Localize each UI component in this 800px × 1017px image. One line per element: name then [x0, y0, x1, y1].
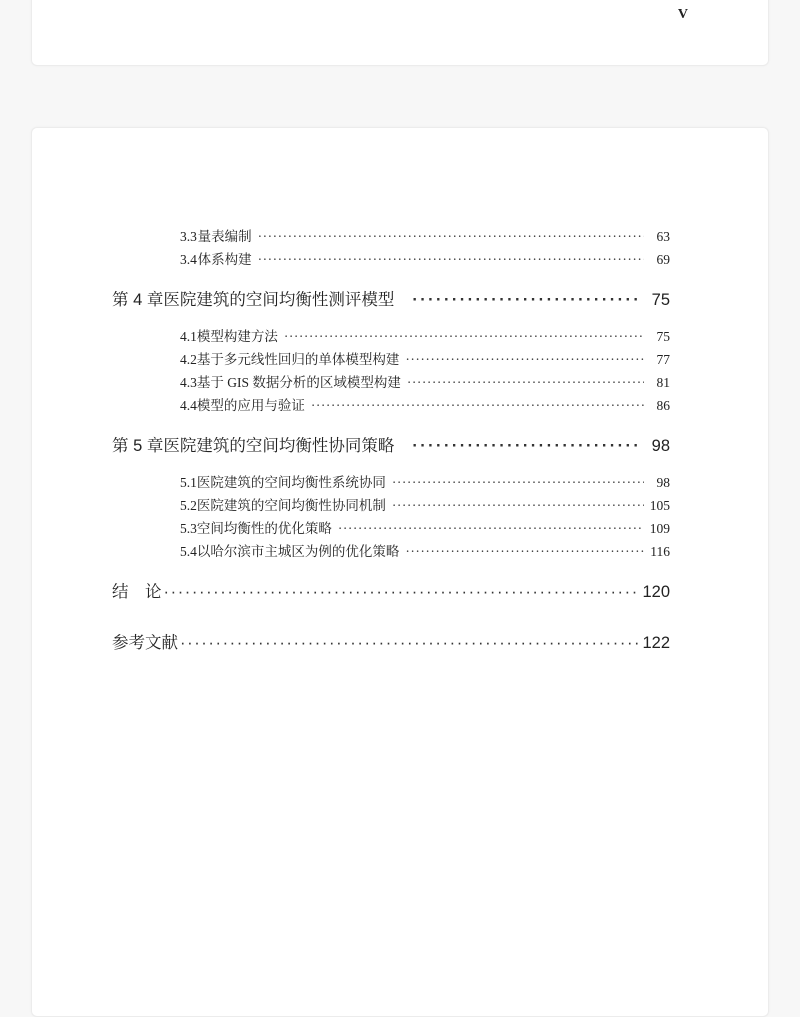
- toc-entry-3-3[interactable]: [112, 225, 670, 248]
- section-title: 体系构建: [197, 252, 252, 267]
- references-title: 参考文献: [112, 634, 178, 652]
- chapter-number: 第 4 章: [112, 291, 164, 309]
- toc-entry-5-3[interactable]: [112, 517, 670, 540]
- toc-page: [31, 127, 769, 1017]
- dot-leader: [392, 494, 644, 517]
- dot-leader: [311, 394, 644, 417]
- section-title: 以哈尔滨市主城区为例的优化策略: [196, 544, 400, 559]
- dot-leader: [405, 348, 644, 371]
- dot-leader: [407, 371, 644, 394]
- toc-entry-5-4[interactable]: [112, 540, 670, 563]
- section-number: 5.4: [180, 544, 197, 559]
- conclusion-title: 结 论: [112, 583, 162, 601]
- section-number: 3.4: [180, 252, 197, 267]
- section-title: 基于多元线性回归的单体模型构建: [196, 352, 400, 367]
- toc-entry-5-1[interactable]: [112, 471, 670, 494]
- chapter-title: 医院建筑的空间均衡性测评模型: [163, 291, 395, 309]
- dot-leader: [258, 225, 644, 248]
- previous-page: [31, 0, 769, 66]
- page-ref: 77: [656, 352, 670, 367]
- dot-leader: [412, 429, 640, 463]
- page-ref: 63: [656, 229, 670, 244]
- section-title: 基于 GIS 数据分析的区域模型构建: [196, 375, 401, 390]
- section-title: 医院建筑的空间均衡性协同机制: [196, 498, 386, 513]
- dot-leader: [284, 325, 644, 348]
- section-number: 5.3: [180, 521, 197, 536]
- dot-leader: [164, 575, 639, 609]
- page-ref: 116: [650, 544, 670, 559]
- section-title: 模型的应用与验证: [196, 398, 305, 413]
- dot-leader: [412, 283, 640, 317]
- table-of-contents: [112, 225, 670, 660]
- page-ref: 75: [651, 291, 670, 309]
- section-title: 医院建筑的空间均衡性系统协同: [196, 475, 386, 490]
- chapter-number: 第 5 章: [112, 437, 164, 455]
- section-number: 4.3: [180, 375, 197, 390]
- page-ref: 109: [649, 521, 670, 536]
- section-title: 模型构建方法: [196, 329, 278, 344]
- page-ref: 105: [649, 498, 670, 513]
- section-title: 空间均衡性的优化策略: [196, 521, 332, 536]
- toc-entry-5-2[interactable]: [112, 494, 670, 517]
- dot-leader: [405, 540, 644, 563]
- toc-conclusion[interactable]: [112, 575, 670, 609]
- toc-entry-4-4[interactable]: [112, 394, 670, 417]
- section-number: 5.2: [180, 498, 197, 513]
- page-ref: 98: [656, 475, 670, 490]
- section-number: 5.1: [180, 475, 197, 490]
- toc-chapter-5[interactable]: [112, 429, 670, 463]
- section-number: 3.3: [180, 229, 197, 244]
- section-title: 量表编制: [197, 229, 252, 244]
- dot-leader: [338, 517, 644, 540]
- toc-chapter-4[interactable]: [112, 283, 670, 317]
- page-number: V: [677, 7, 688, 22]
- page-ref: 75: [656, 329, 670, 344]
- toc-entry-4-3[interactable]: [112, 371, 670, 394]
- dot-leader: [258, 248, 644, 271]
- section-number: 4.4: [180, 398, 197, 413]
- toc-references[interactable]: [112, 626, 670, 660]
- toc-entry-4-1[interactable]: [112, 325, 670, 348]
- page-ref: 120: [642, 583, 670, 601]
- dot-leader: [180, 626, 638, 660]
- dot-leader: [392, 471, 644, 494]
- page-ref: 98: [651, 437, 670, 455]
- page-ref: 69: [656, 252, 670, 267]
- toc-entry-4-2[interactable]: [112, 348, 670, 371]
- chapter-title: 医院建筑的空间均衡性协同策略: [163, 437, 395, 455]
- page-ref: 86: [656, 398, 670, 413]
- toc-entry-3-4[interactable]: [112, 248, 670, 271]
- page-ref: 122: [642, 634, 670, 652]
- page-ref: 81: [656, 375, 670, 390]
- section-number: 4.2: [180, 352, 197, 367]
- section-number: 4.1: [180, 329, 197, 344]
